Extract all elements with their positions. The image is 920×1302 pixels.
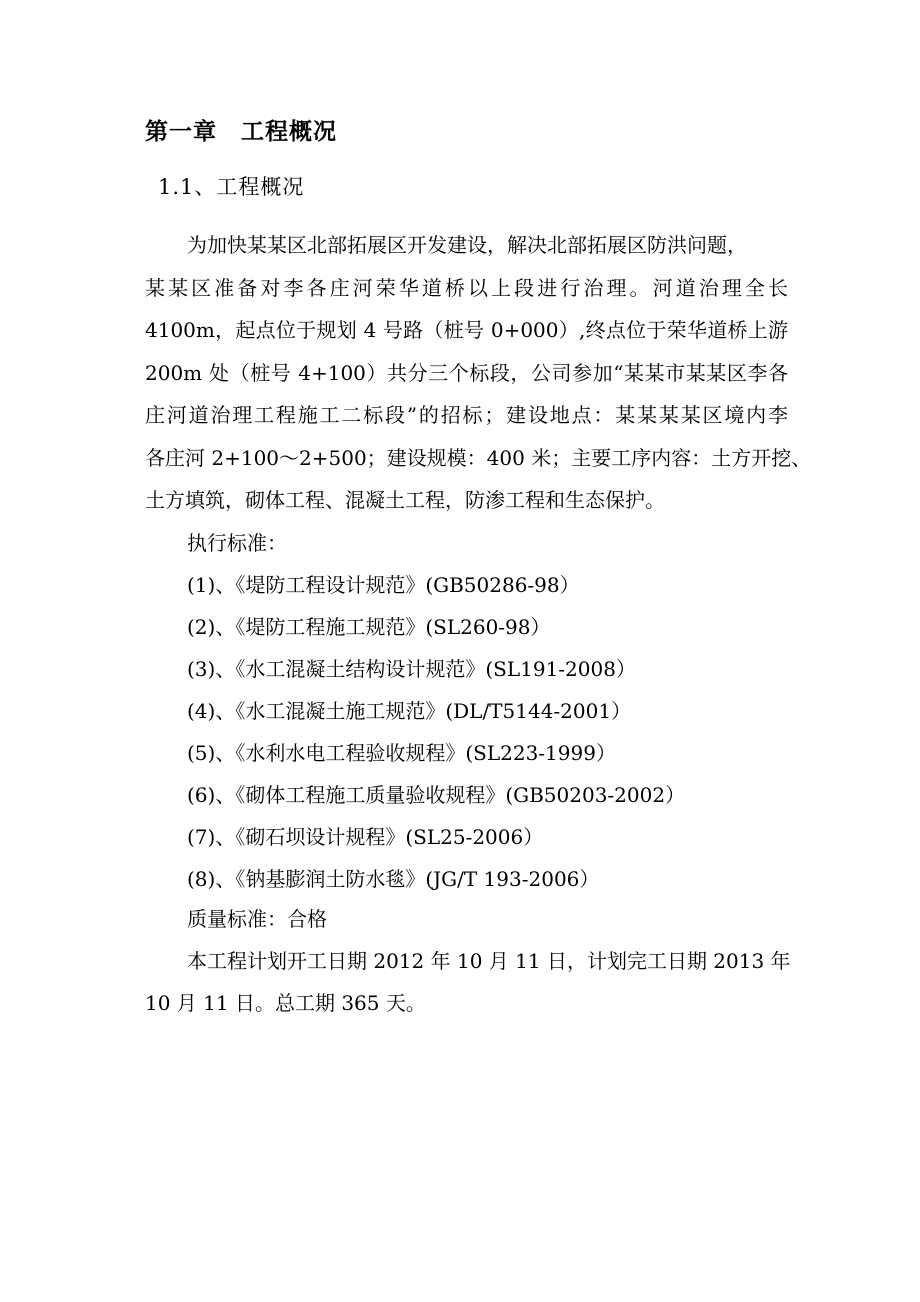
section-title: 1.1、工程概况 — [158, 175, 305, 199]
standard-item: (7)、《砌石坝设计规程》(SL25-2006） — [187, 825, 544, 849]
schedule-line: 本工程计划开工日期 2012 年 10 月 11 日，计划完工日期 2013 年 — [187, 949, 791, 973]
schedule-line: 10 月 11 日。总工期 365 天。 — [145, 991, 426, 1015]
standard-item: (6)、《砌体工程施工质量验收规程》(GB50203-2002） — [187, 783, 686, 807]
standard-item: (5)、《水利水电工程验收规程》(SL223-1999） — [187, 741, 616, 765]
standard-item: (1)、《堤防工程设计规范》(GB50286-98） — [187, 573, 580, 597]
overview-line: 各庄河 2+100～2+500；建设规模：400 米；主要工序内容：土方开挖、 — [145, 446, 812, 470]
chapter-title: 第一章 工程概况 — [145, 118, 337, 145]
overview-line: 为加快某某区北部拓展区开发建设，解决北部拓展区防洪问题， — [187, 233, 747, 257]
overview-line: 土方填筑，砌体工程、混凝土工程，防渗工程和生态保护。 — [145, 488, 665, 512]
standard-item: (8)、《钠基膨润土防水毯》(JG/T 193-2006） — [187, 867, 600, 891]
overview-line: 庄河道治理工程施工二标段”的招标；建设地点：某某某某区境内李 — [145, 403, 788, 427]
overview-line: 200m 处（桩号 4+100）共分三个标段，公司参加“某某市某某区李各 — [145, 361, 788, 385]
overview-line: 4100m，起点位于规划 4 号路（桩号 0+000）,终点位于荣华道桥上游 — [145, 318, 788, 342]
standards-heading: 执行标准： — [187, 531, 287, 555]
quality-standard: 质量标准：合格 — [187, 907, 327, 931]
standard-item: (2)、《堤防工程施工规范》(SL260-98） — [187, 615, 551, 639]
standard-item: (3)、《水工混凝土结构设计规范》(SL191-2008） — [187, 657, 636, 681]
overview-line: 某某区准备对李各庄河荣华道桥以上段进行治理。河道治理全长 — [145, 276, 788, 300]
standard-item: (4)、《水工混凝土施工规范》(DL/T5144-2001） — [187, 699, 632, 723]
